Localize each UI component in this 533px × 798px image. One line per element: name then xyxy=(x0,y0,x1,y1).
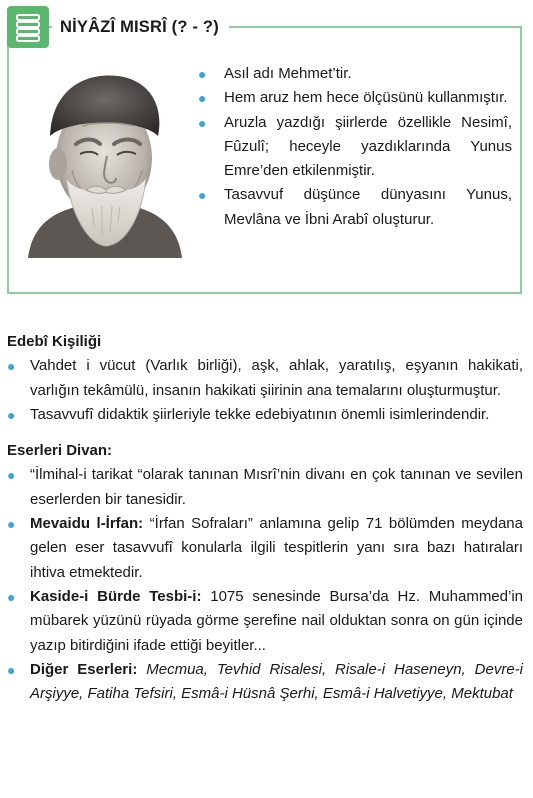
list-item xyxy=(194,183,512,232)
item-text: Tasavvufî didaktik şiirleriyle tekke edebiyatının önemli isimlerindendir. xyxy=(30,405,490,423)
item-text: Vahdet i vücut (Varlık birliği), aşk, ahlak, yaratılış, eşyanın hakikati, varlığın tekâmülü, insanın hakikati şiirinin ana temalarını oluşturmuştur. xyxy=(30,357,523,399)
work-text: “İlmihal-i tarikat “olarak tanınan Mısrî’nin divanı en çok tanınan ve sevilen eserlerden bir tanesidir. xyxy=(30,466,523,508)
bullet-dot-icon: ● xyxy=(7,516,16,533)
bullet-dot-icon: ● xyxy=(7,358,16,375)
bullet-dot-icon: ● xyxy=(198,114,207,131)
fact-text: Aruzla yazdığı şiirlerde özellikle Nesimî, Fûzulî; heceyle yazdıklarında Yunus Emre’den etkilenmiştir. xyxy=(224,113,512,180)
book-stack-icon xyxy=(7,6,49,48)
works-list xyxy=(7,463,523,706)
list-item xyxy=(194,86,512,110)
main-content xyxy=(7,330,523,706)
list-item xyxy=(194,62,512,86)
work-text: 1075 senesinde Bursa’da Hz. Muhammed’in mübarek yüzünü rüyada görme şerefine nail olduktan sonra on gün içinde yazıp bitirdiğini ifade ettiği beyitler... xyxy=(30,587,524,654)
work-text: Mecmua, Tevhid Risalesi, Risale-i Haseneyn, Devre-i Arşiyye, Fatiha Tefsiri, Esmâ-i Hüsnâ Şerhi, Esmâ-i Halvetiyye, Mektubat xyxy=(30,660,523,703)
section-title-works: Eserleri Divan: xyxy=(7,442,113,460)
bullet-dot-icon: ● xyxy=(7,661,16,678)
bullet-dot-icon: ● xyxy=(7,406,16,423)
list-item xyxy=(7,354,523,403)
fact-text: Tasavvuf düşünce dünyasını Yunus, Mevlâna ve İbni Arabî oluşturur. xyxy=(224,186,512,228)
list-item xyxy=(7,585,523,658)
portrait-image xyxy=(22,66,184,258)
work-text: “İrfan Sofraları” anlamına gelip 71 bölümden meydana gelen eser tasavvufî konularla ilgili tespitlerin yanı sıra bazı hatıraları ihtiva etmektedir. xyxy=(30,515,523,581)
list-item xyxy=(7,658,523,707)
title-container xyxy=(52,14,229,40)
fact-text: Hem aruz hem hece ölçüsünü kullanmıştır. xyxy=(224,89,508,107)
work-label: Diğer Eserleri: xyxy=(30,660,138,678)
personality-list xyxy=(7,354,523,427)
bullet-dot-icon: ● xyxy=(7,588,16,605)
facts-list xyxy=(194,62,512,232)
list-item xyxy=(7,512,523,585)
bullet-dot-icon: ● xyxy=(7,467,16,484)
page-title: NİYÂZÎ MISRÎ (? - ?) xyxy=(60,17,219,36)
list-item xyxy=(7,403,523,427)
bullet-dot-icon: ● xyxy=(198,187,207,204)
list-item xyxy=(194,111,512,184)
bullet-dot-icon: ● xyxy=(198,66,207,82)
section-title-personality: Edebî Kişiliği xyxy=(7,333,102,350)
bullet-dot-icon: ● xyxy=(198,90,207,107)
work-label: Mevaidu l-İrfan: xyxy=(30,515,144,533)
fact-text: Asıl adı Mehmet’tir. xyxy=(224,65,352,82)
work-label: Kaside-i Bürde Tesbi-i: xyxy=(30,587,202,605)
list-item xyxy=(7,463,523,512)
